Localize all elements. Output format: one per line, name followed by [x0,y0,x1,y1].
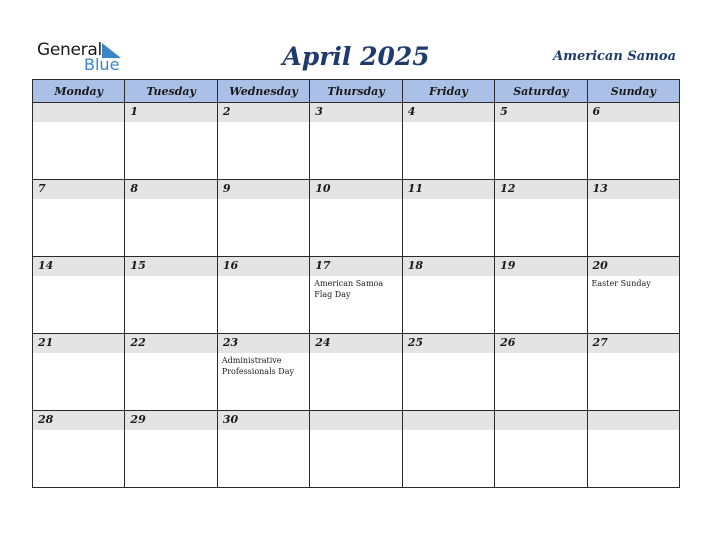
day-cell [33,180,125,257]
day-header-bar [218,334,309,353]
day-cell [587,334,679,411]
day-cell [310,103,402,180]
day-header-bar [495,411,586,430]
day-header-bar [403,334,494,353]
day-number: 13 [592,182,608,195]
day-number: 27 [592,336,608,349]
day-header-bar [495,257,586,276]
day-number: 26 [500,336,516,349]
day-number: 4 [407,105,416,118]
day-number: 7 [38,182,46,195]
day-cell [310,257,402,334]
day-cell [217,411,309,488]
day-header-bar [310,103,401,122]
day-header-bar [218,257,309,276]
day-header-bar [218,103,309,122]
day-number: 11 [407,182,423,195]
weekday-wednesday: Wednesday [217,80,309,103]
day-header-bar [403,103,494,122]
day-number: 8 [130,182,139,195]
day-header-bar [588,103,679,122]
day-number: 20 [592,259,608,272]
day-header-bar [310,257,401,276]
day-number: 15 [130,259,146,272]
day-cell [217,257,309,334]
day-cell [125,103,217,180]
day-cell [402,103,494,180]
weekday-sunday: Sunday [587,80,679,103]
day-header-bar [33,103,124,122]
day-number: 24 [315,336,331,349]
weekday-header-row [33,80,680,103]
holiday-event: Easter Sunday [591,279,651,288]
day-cell [310,411,402,488]
day-header-bar [403,257,494,276]
week-row [33,411,680,488]
week-row [33,103,680,180]
day-header-bar [125,411,216,430]
day-cell [33,103,125,180]
day-number: 1 [130,105,139,118]
day-number: 9 [222,182,231,195]
day-number: 2 [222,105,231,118]
day-header-bar [495,103,586,122]
day-cell [495,411,587,488]
logo-text-general: General [37,40,102,60]
day-header-bar [588,411,679,430]
day-cell [125,180,217,257]
day-cell [587,257,679,334]
calendar-title: April 2025 [282,42,430,71]
day-number: 23 [222,336,239,349]
calendar-grid [32,79,680,488]
holiday-event: Administrative Professionals Day [221,356,294,376]
day-header-bar [33,411,124,430]
day-number: 5 [500,105,508,118]
day-header-bar [33,334,124,353]
weekday-thursday: Thursday [310,80,402,103]
day-number: 3 [315,105,323,118]
weekday-monday: Monday [33,80,125,103]
day-header-bar [33,257,124,276]
day-cell [125,411,217,488]
day-cell [310,334,402,411]
day-cell [402,257,494,334]
region-label: American Samoa [553,49,676,64]
day-number: 6 [592,105,601,118]
day-number: 17 [315,259,331,272]
day-number: 14 [38,259,54,272]
logo-text-blue: Blue [84,55,120,74]
day-number: 16 [222,259,239,272]
day-header-bar [218,180,309,199]
weekday-friday: Friday [402,80,494,103]
day-header-bar [125,180,216,199]
day-cell [310,180,402,257]
day-header-bar [310,334,401,353]
day-number: 21 [38,336,54,349]
week-row [33,334,680,411]
holiday-event: American Samoa Flag Day [314,279,384,299]
day-number: 22 [130,336,146,349]
day-number: 25 [407,336,423,349]
day-cell [402,180,494,257]
day-number: 30 [222,413,239,426]
day-header-bar [310,411,401,430]
day-cell [402,411,494,488]
day-header-bar [403,411,494,430]
day-number: 28 [38,413,54,426]
day-header-bar [588,334,679,353]
weekday-saturday: Saturday [495,80,587,103]
day-cell [217,334,309,411]
day-cell [587,411,679,488]
day-cell [587,103,679,180]
day-cell [125,334,217,411]
day-cell [495,180,587,257]
week-row [33,180,680,257]
day-cell [217,180,309,257]
day-cell [587,180,679,257]
day-header-bar [125,103,216,122]
day-header-bar [403,180,494,199]
day-cell [495,103,587,180]
day-header-bar [125,257,216,276]
day-cell [33,334,125,411]
day-cell [33,257,125,334]
day-cell [495,257,587,334]
weekday-tuesday: Tuesday [125,80,217,103]
day-cell [402,334,494,411]
day-number: 18 [407,259,423,272]
day-header-bar [33,180,124,199]
day-header-bar [588,257,679,276]
day-number: 19 [500,259,516,272]
week-row [33,257,680,334]
day-header-bar [218,411,309,430]
day-number: 10 [315,182,331,195]
day-header-bar [588,180,679,199]
day-number: 29 [130,413,146,426]
day-cell [495,334,587,411]
day-header-bar [495,334,586,353]
day-cell [217,103,309,180]
day-header-bar [495,180,586,199]
day-number: 12 [500,182,516,195]
day-header-bar [310,180,401,199]
day-cell [33,411,125,488]
day-header-bar [125,334,216,353]
day-cell [125,257,217,334]
